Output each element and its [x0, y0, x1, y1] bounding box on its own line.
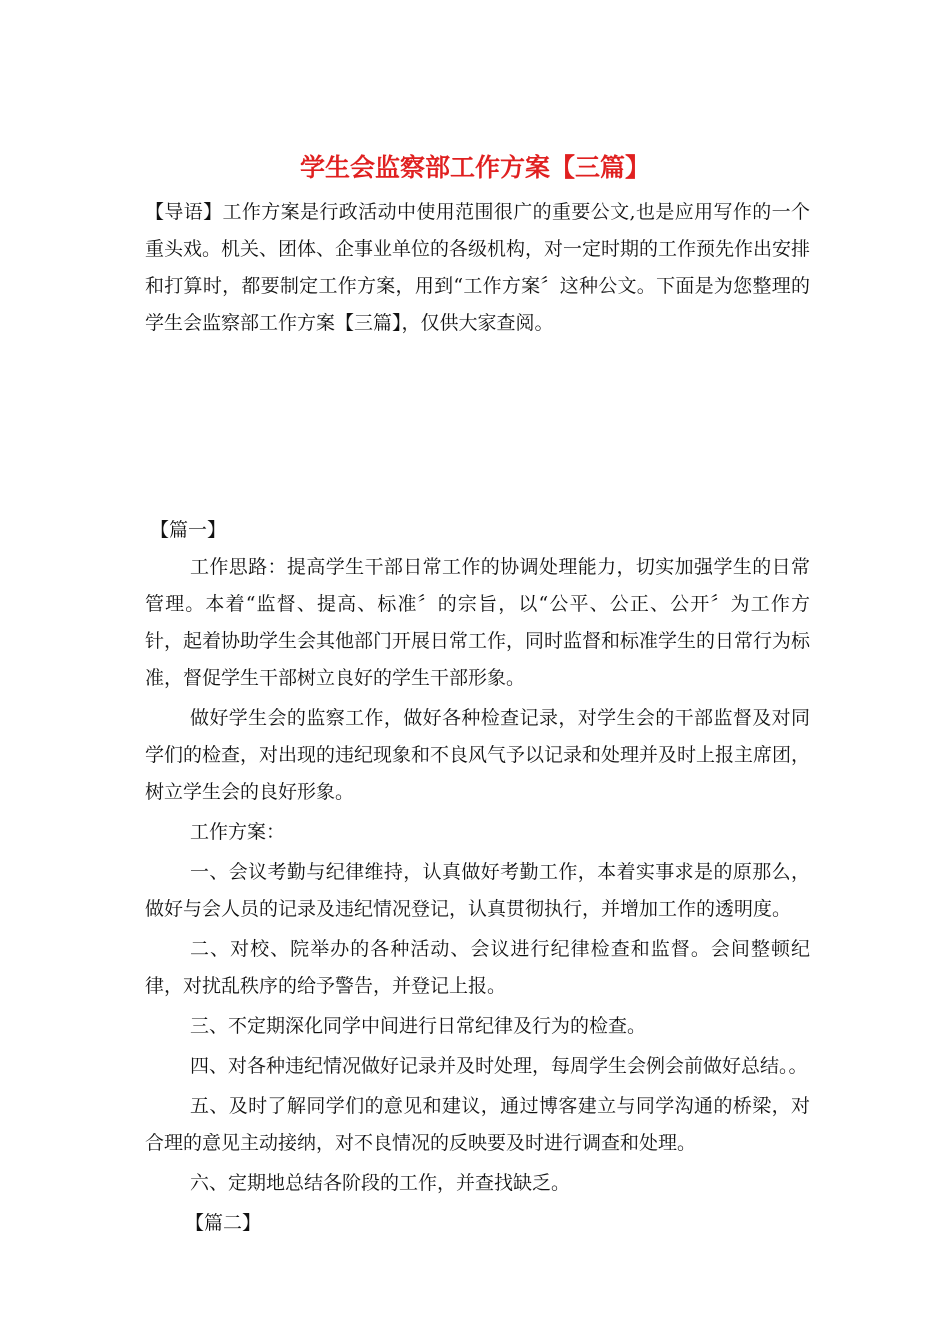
- document-title: 学生会监察部工作方案【三篇】: [299, 153, 650, 182]
- section-heading-1: 【篇一】: [150, 519, 227, 541]
- list-item: 四、对各种违纪情况做好记录并及时处理，每周学生会例会前做好总结。。: [190, 1055, 808, 1077]
- paragraph: 工作思路：提高学生干部日常工作的协调处理能力，切实加强学生的日常管理。本着“监督、提高、标准〞的宗旨，以“公平、公正、公开〞为工作方针，起着协助学生会其他部门开展日常工作，同时监督和标准学生的日常行为标准，督促学生干部树立良好的学生干部形象。: [145, 556, 811, 689]
- list-item: 五、及时了解同学们的意见和建议，通过博客建立与同学沟通的桥梁，对合理的意见主动接纳，对不良情况的反映要及时进行调查和处理。: [145, 1095, 810, 1154]
- paragraph: 做好学生会的监察工作，做好各种检查记录，对学生会的干部监督及对同学们的检查，对出现的违纪现象和不良风气予以记录和处理并及时上报主席团，树立学生会的良好形象。: [145, 707, 811, 803]
- intro-paragraph: 【导语】工作方案是行政活动中使用范围很广的重要公文,也是应用写作的一个重头戏。机关、团体、企事业单位的各级机构，对一定时期的工作预先作出安排和打算时，都要制定工作方案，用到“工作方案〞这种公文。下面是为您整理的学生会监察部工作方案【三篇】，仅供大家查阅。: [145, 201, 811, 334]
- list-item: 一、会议考勤与纪律维持，认真做好考勤工作，本着实事求是的原那么，做好与会人员的记录及违纪情况登记，认真贯彻执行，并增加工作的透明度。: [145, 861, 810, 920]
- list-item: 六、定期地总结各阶段的工作，并查找缺乏。: [190, 1172, 571, 1194]
- list-item: 二、对校、院举办的各种活动、会议进行纪律检查和监督。会间整顿纪律，对扰乱秩序的给予警告，并登记上报。: [145, 938, 810, 997]
- section-heading-2: 【篇二】: [185, 1212, 262, 1234]
- document-body: [145, 512, 810, 1242]
- paragraph: 工作方案：: [190, 821, 286, 843]
- list-item: 三、不定期深化同学中间进行日常纪律及行为的检查。: [190, 1015, 647, 1037]
